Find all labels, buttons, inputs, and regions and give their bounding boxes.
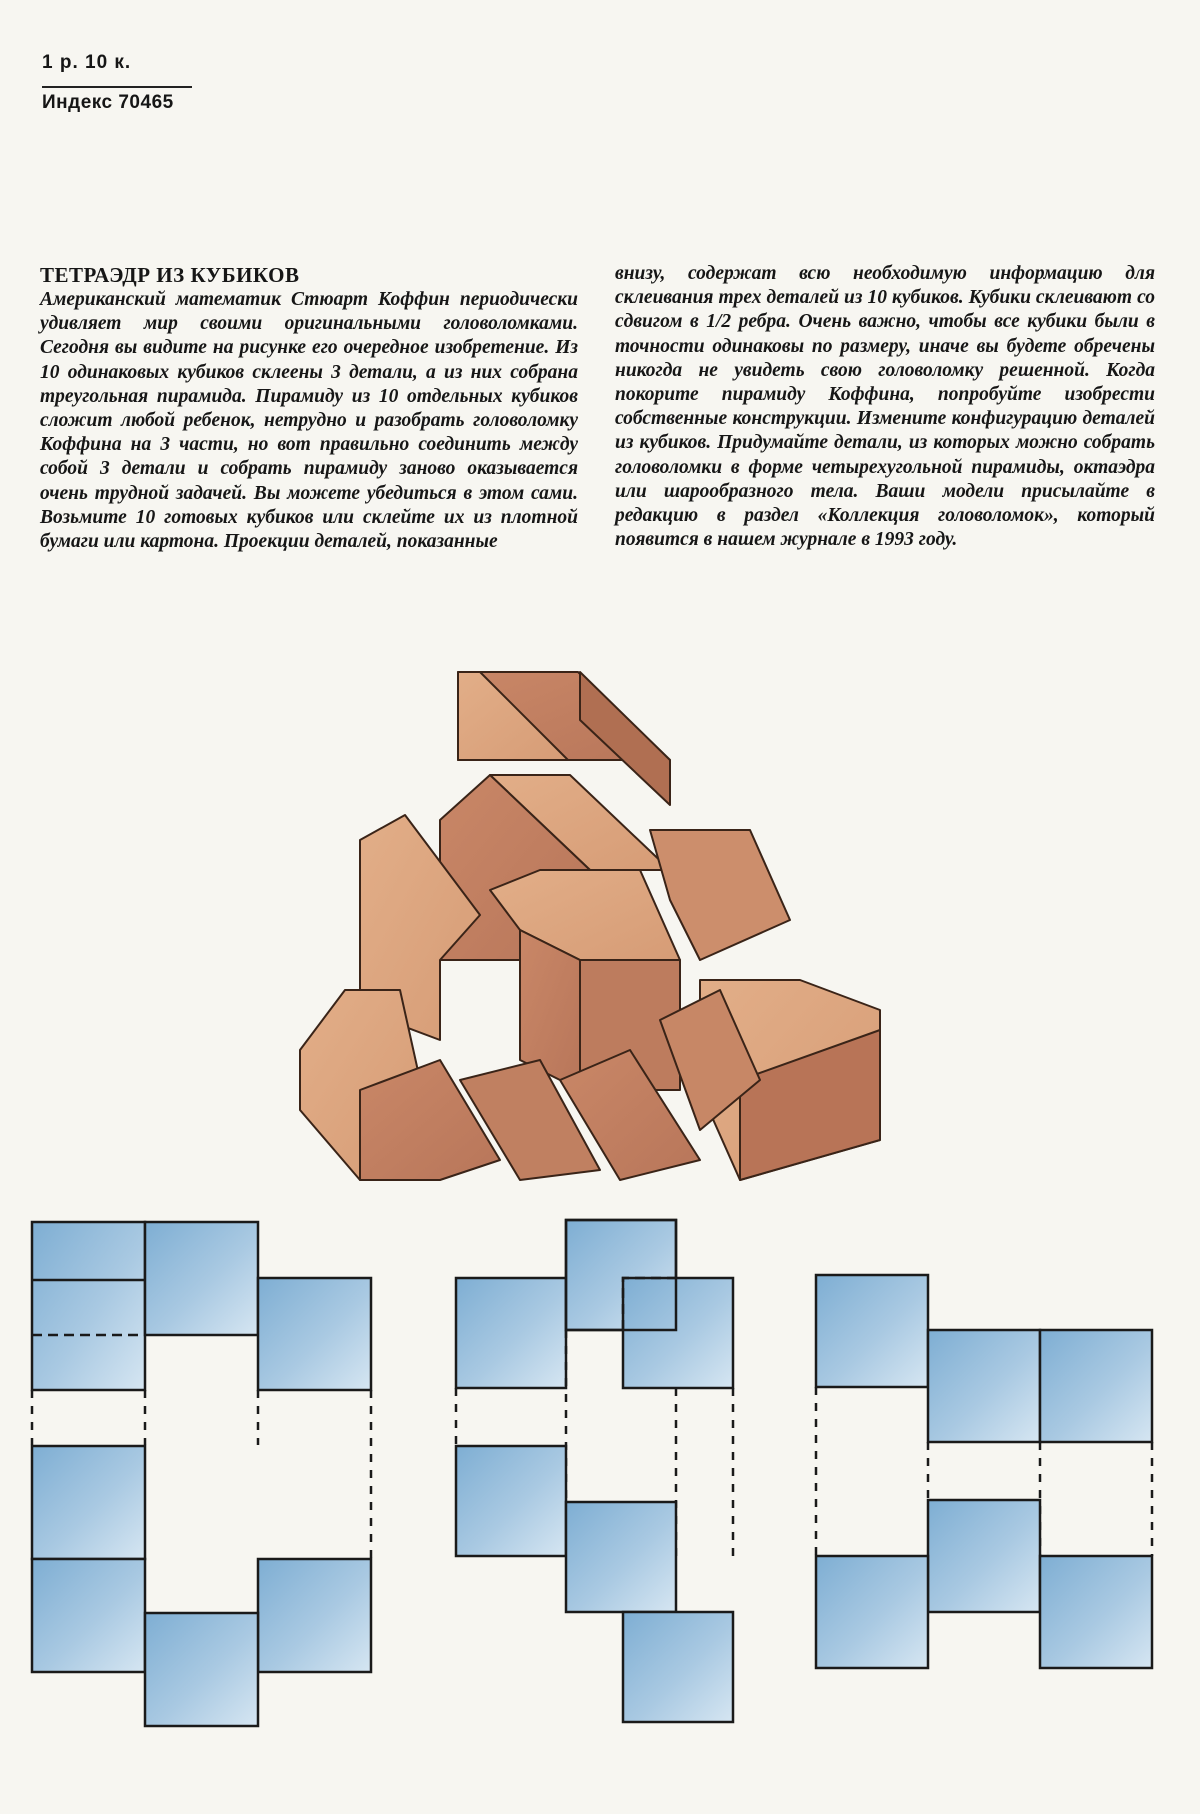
cube-pyramid <box>300 672 880 1180</box>
article-text-left: Американский математик Стюарт Коффин периодически удивляет мир своими оригинальными головоломками. Сегодня вы видите на рисунке его очередное изобретение. Из 10 одинаковых кубиков склеены 3 детали, а из них собрана треугольная пирамида. Пирамиду из 10 отдельных кубиков сложит любой ребенок, нетрудно и разобрать головоломку Коффина на 3 части, но вот правильно соединить между собой 3 детали и собрать пирамиду заново оказывается очень трудной задачей. Вы можете убедиться в этом сами. Возьмите 10 готовых кубиков или склейте их из плотной бумаги или картона. Проекции деталей, показанные <box>40 289 578 553</box>
article-title: ТЕТРАЭДР ИЗ КУБИКОВ <box>40 263 300 287</box>
article-text-right: внизу, содержат всю необходимую информацию для склеивания трех деталей из 10 кубиков. Кубики склеивают со сдвигом в 1/2 ребра. Очень важно, чтобы все кубики были в точности одинаковы по размеру, иначе вы будете обречены никогда не увидеть свою головоломку решенной. Когда покорите пирамиду Коффина, попробуйте изобрести собственные конструкции. Измените конфигурацию деталей из кубиков. Придумайте детали, из которых можно собрать головоломки в форме четырехугольной пирамиды, октаэдра или шарообразного тела. Ваши модели присылайте в редакцию в раздел «Коллекция головоломок», который появится в нашем журнале в 1993 году. <box>615 263 1155 551</box>
subscription-index: Индекс 70465 <box>42 92 174 113</box>
piece-2-projection <box>456 1220 733 1722</box>
piece-1-projection <box>32 1222 371 1726</box>
piece-3-projection <box>816 1275 1152 1668</box>
price-label: 1 р. 10 к. <box>42 52 132 73</box>
